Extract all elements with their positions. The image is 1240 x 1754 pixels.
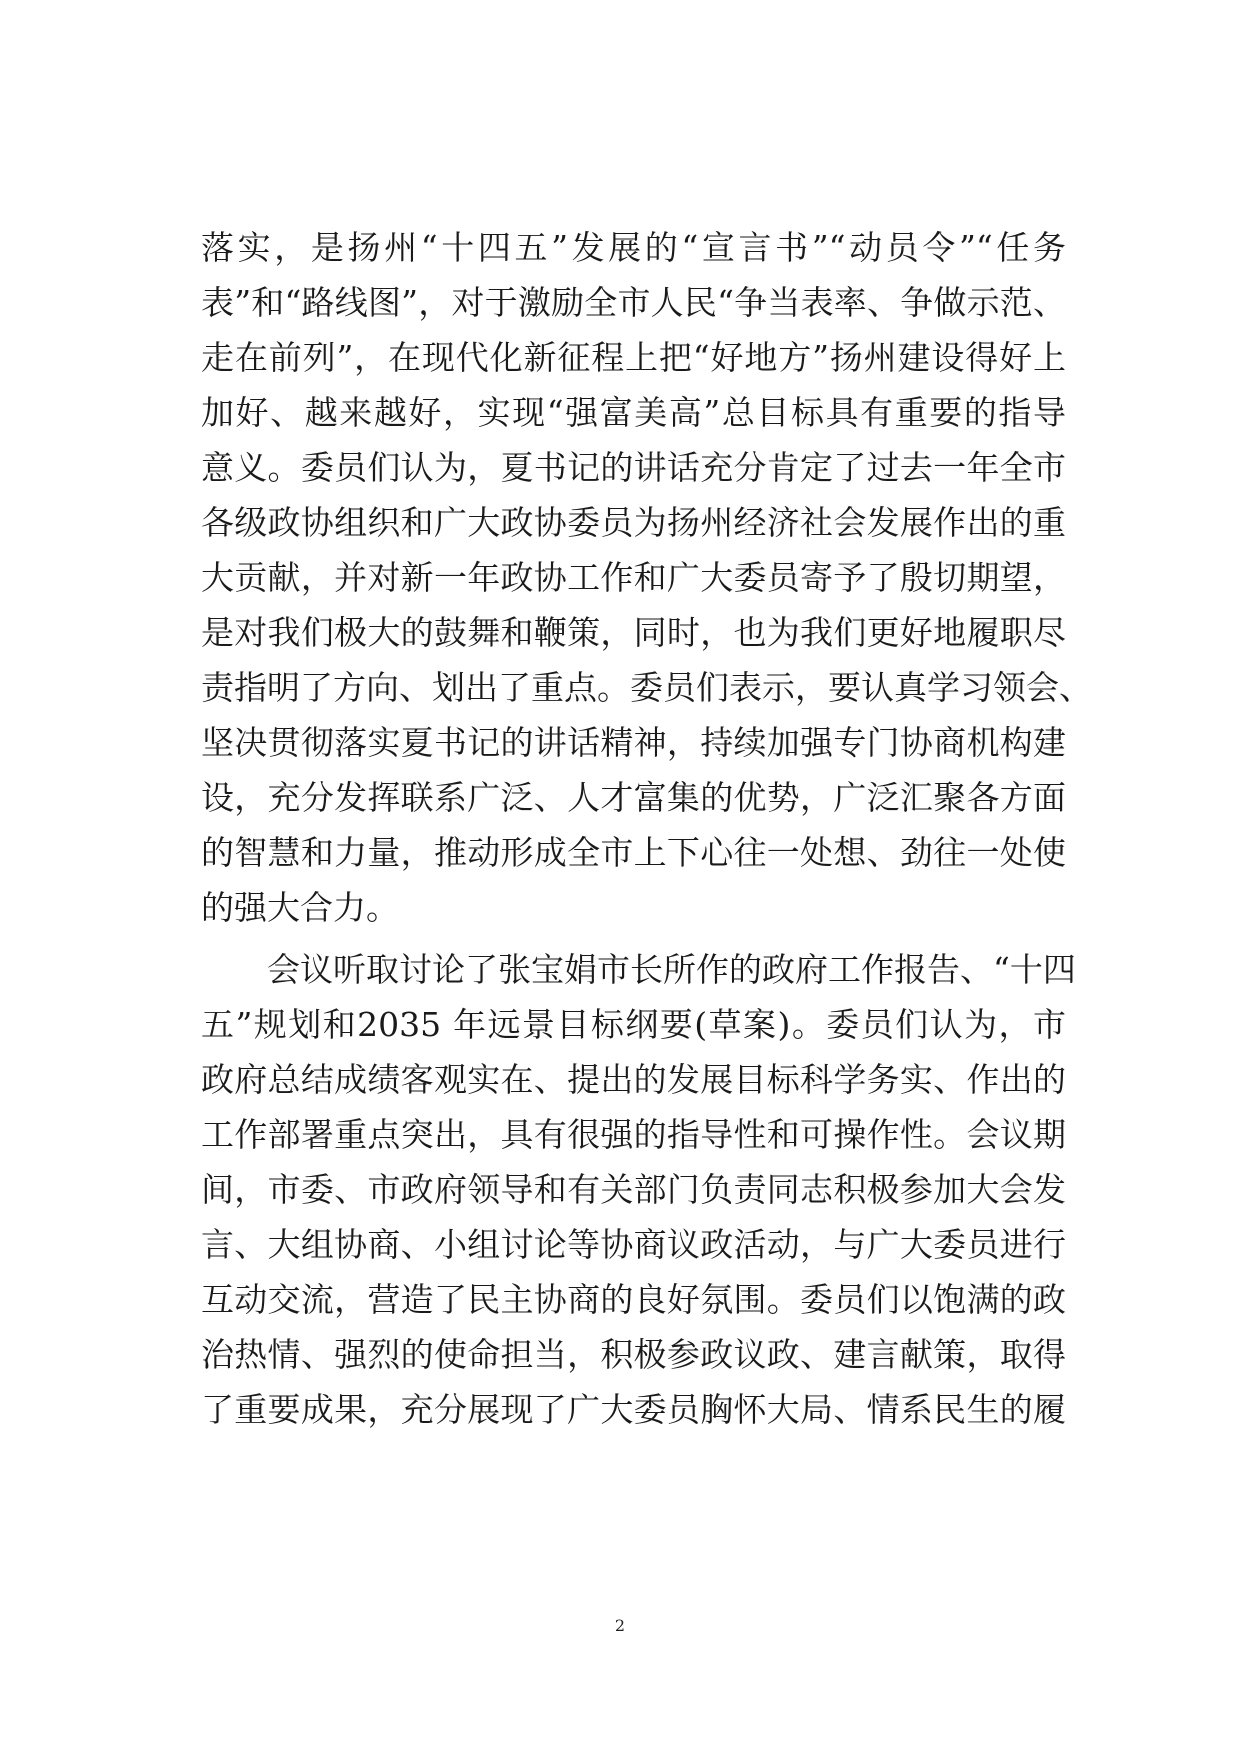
paragraph-1-line-11: 设，充分发挥联系广泛、人才富集的优势，广泛汇聚各方面 [201,778,1066,817]
paragraph-2-line-8: 治热情、强烈的使命担当，积极参政议政、建言献策，取得 [201,1335,1066,1374]
paragraph-2-line-7: 互动交流，营造了民主协商的良好氛围。委员们以饱满的政 [201,1280,1066,1319]
paragraph-1-line-1: 落实，是扬州“十四五”发展的“宣言书”“动员令”“任务 [201,228,1066,267]
paragraph-1-line-4: 加好、越来越好，实现“强富美高”总目标具有重要的指导 [201,393,1066,432]
paragraph-2-line-1: 会议听取讨论了张宝娟市长所作的政府工作报告、“十四 [267,950,1076,989]
page-number: 2 [614,1616,626,1635]
paragraph-1-line-3: 走在前列”，在现代化新征程上把“好地方”扬州建设得好上 [201,338,1066,377]
paragraph-2-line-5: 间，市委、市政府领导和有关部门负责同志积极参加大会发 [201,1170,1066,1209]
paragraph-1-line-13: 的强大合力。 [201,888,399,927]
paragraph-1-line-2: 表”和“路线图”，对于激励全市人民“争当表率、争做示范、 [201,283,1066,322]
paragraph-1-line-9: 责指明了方向、划出了重点。委员们表示，要认真学习领会、 [201,668,1092,707]
paragraph-2-line-6: 言、大组协商、小组讨论等协商议政活动，与广大委员进行 [201,1225,1066,1264]
paragraph-1-line-10: 坚决贯彻落实夏书记的讲话精神，持续加强专门协商机构建 [201,723,1066,762]
paragraph-2-line-4: 工作部署重点突出，具有很强的指导性和可操作性。会议期 [201,1115,1066,1154]
paragraph-1-line-6: 各级政协组织和广大政协委员为扬州经济社会发展作出的重 [201,503,1066,542]
paragraph-2-line-3: 政府总结成绩客观实在、提出的发展目标科学务实、作出的 [201,1060,1066,1099]
paragraph-2-line-2: 五”规划和2035 年远景目标纲要(草案)。委员们认为，市 [201,1005,1066,1044]
paragraph-1-line-7: 大贡献，并对新一年政协工作和广大委员寄予了殷切期望， [201,558,1066,597]
paragraph-1-line-5: 意义。委员们认为，夏书记的讲话充分肯定了过去一年全市 [201,448,1066,487]
paragraph-2-line-9: 了重要成果，充分展现了广大委员胸怀大局、情系民生的履 [201,1390,1066,1429]
paragraph-1-line-8: 是对我们极大的鼓舞和鞭策，同时，也为我们更好地履职尽 [201,613,1066,652]
paragraph-1-line-12: 的智慧和力量，推动形成全市上下心往一处想、劲往一处使 [201,833,1066,872]
